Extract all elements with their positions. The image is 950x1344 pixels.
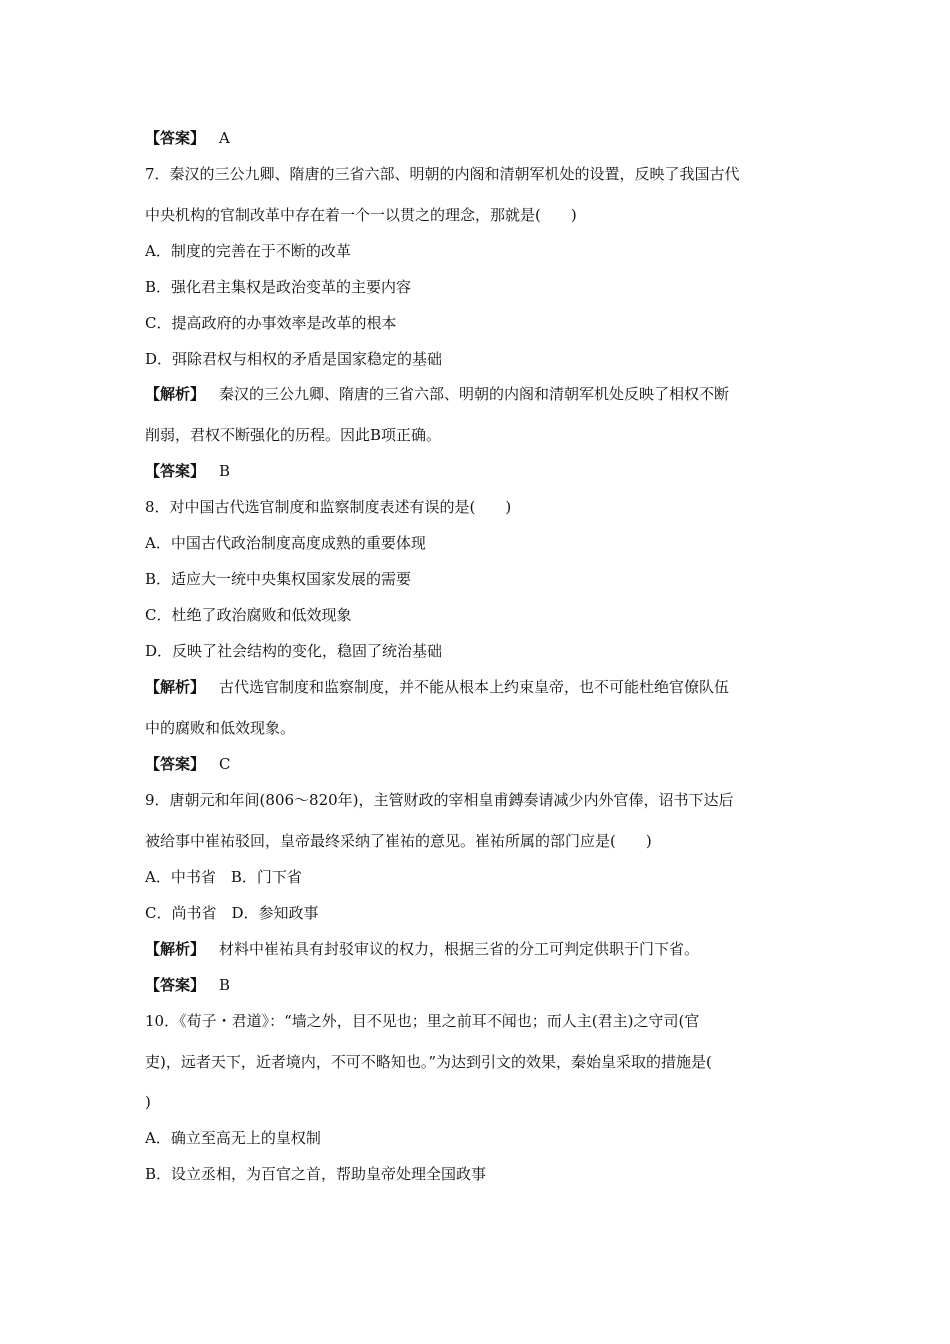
option-line: B．设立丞相，为百官之首，帮助皇帝处理全国政事 [145,1165,487,1183]
analysis-text: 秦汉的三公九卿、隋唐的三省六部、明朝的内阁和清朝军机处反映了相权不断 [219,385,730,403]
option-line: A．制度的完善在于不断的改革 [145,242,351,260]
answer-line [145,128,815,148]
question-9-line: 9．唐朝元和年间(806～820年)，主管财政的宰相皇甫鎛奏请减少内外官俸，诏书下达后 [145,791,734,809]
option-line: C．杜绝了政治腐败和低效现象 [145,606,352,624]
analysis-text: 材料中崔祐具有封驳审议的权力，根据三省的分工可判定供职于门下省。 [219,940,700,958]
answer-line [145,754,815,774]
analysis-label: 【解析】 [145,385,206,403]
answer-value: B [219,462,231,480]
answer-label: 【答案】 [145,129,206,147]
option-line: B．适应大一统中央集权国家发展的需要 [145,570,412,588]
question-7-line: 中央机构的官制改革中存在着一个一以贯之的理念，那就是( ) [145,206,577,224]
option-line: C．提高政府的办事效率是改革的根本 [145,314,397,332]
option-line: A．中书省 B．门下省 [145,868,302,886]
analysis-line [145,939,815,959]
question-10-line: ) [145,1093,151,1111]
option-line: C．尚书省 D．参知政事 [145,904,319,922]
answer-label: 【答案】 [145,976,206,994]
option-line: B．强化君主集权是政治变革的主要内容 [145,278,412,296]
analysis-line [145,384,815,404]
answer-value: B [219,976,231,994]
analysis-text: 古代选官制度和监察制度，并不能从根本上约束皇帝，也不可能杜绝官僚队伍 [219,678,730,696]
question-7-line: 7．秦汉的三公九卿、隋唐的三省六部、明朝的内阁和清朝军机处的设置，反映了我国古代 [145,165,740,183]
option-line: D．弭除君权与相权的矛盾是国家稳定的基础 [145,350,443,368]
answer-line [145,975,815,995]
answer-value: C [219,755,231,773]
option-line: D．反映了社会结构的变化，稳固了统治基础 [145,642,443,660]
question-10-line: 吏)，远者天下，近者境内，不可不略知也。”为达到引文的效果，秦始皇采取的措施是( [145,1053,712,1071]
answer-line [145,461,815,481]
analysis-label: 【解析】 [145,940,206,958]
option-line: A．确立至高无上的皇权制 [145,1129,321,1147]
analysis-line [145,677,815,697]
answer-label: 【答案】 [145,462,206,480]
question-10-line: 10．《荀子・君道》：“墙之外，目不见也；里之前耳不闻也；而人主(君主)之守司(官 [145,1012,700,1030]
analysis-line: 削弱，君权不断强化的历程。因此B项正确。 [145,426,442,444]
question-9-line: 被给事中崔祐驳回，皇帝最终采纳了崔祐的意见。崔祐所属的部门应是( ) [145,832,652,850]
question-8-line: 8．对中国古代选官制度和监察制度表述有误的是( ) [145,498,512,516]
analysis-line: 中的腐败和低效现象。 [145,719,296,737]
analysis-label: 【解析】 [145,678,206,696]
option-line: A．中国古代政治制度高度成熟的重要体现 [145,534,426,552]
answer-label: 【答案】 [145,755,206,773]
answer-value: A [219,129,230,147]
